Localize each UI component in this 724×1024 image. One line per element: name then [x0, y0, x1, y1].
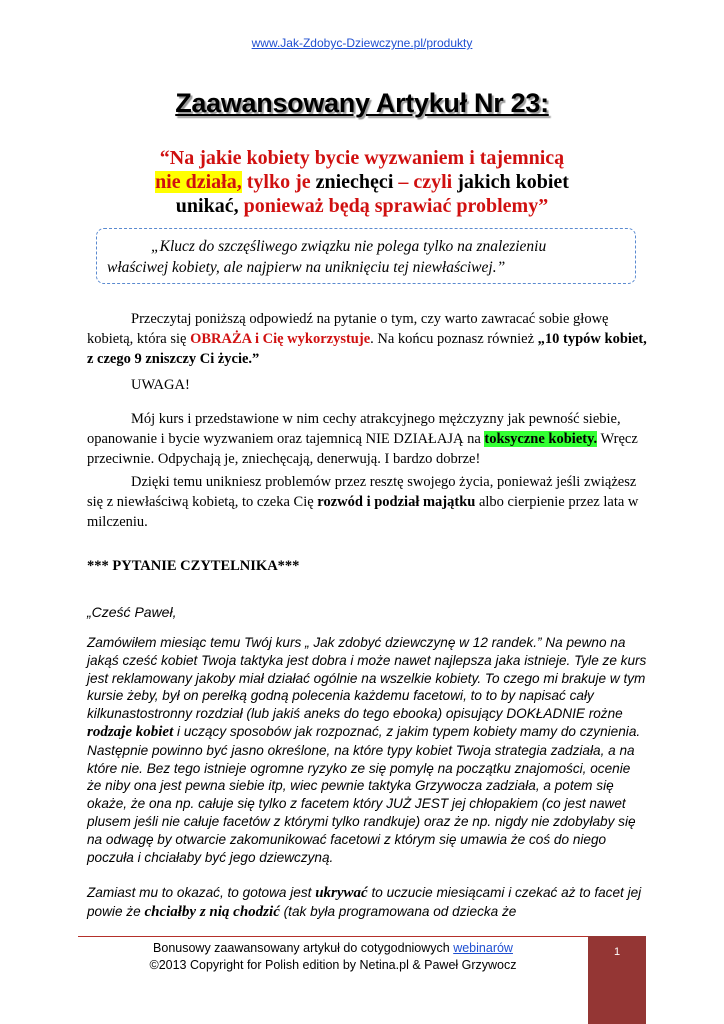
quote-box	[96, 228, 636, 284]
kurs-highlight: toksyczne kobiety.	[484, 431, 598, 447]
quote-line-1: „Klucz do szczęśliwego związku nie polega tylko na znalezieniu	[151, 238, 547, 255]
letter-greeting: „Cześć Paweł,	[87, 604, 177, 620]
kurs-text-c: Wręcz przeciwnie. Odpychają je, zniechęcają, denerwują. I bardzo dobrze!	[87, 431, 638, 467]
uwaga-text: UWAGA!	[131, 377, 190, 393]
header-link[interactable]: www.Jak-Zdobyc-Dziewczyne.pl/produkty	[251, 36, 473, 50]
intro-text-a: Przeczytaj poniższą odpowiedź na pytanie o tym, czy warto zawracać sobie głowę kobietą, która się	[87, 311, 609, 347]
intro-text-c: . Na końcu poznasz również	[370, 331, 538, 347]
zamiast-paragraph	[87, 884, 647, 922]
letter-text-a: Zamówiłem miesiąc temu Twój kurs „ Jak zdobyć dziewczynę w 12 randek.” Na pewno na jakąś cześć kobiet Twoja taktyka jest dobra i może nawet najlepsza jaka istnieje. Tyle ze kurs jest reklamowany jakoby miał działać ogólnie na wszelkie kobiety. To czego mi brakuje w tym kursie żeby, był on perełką godną polecenia każdemu facetowi, to to by napisać cały kilkunastostronny rozdział (lub jakiś aneks do tego ebooka) opisujący DOKŁADNIE rożne	[87, 635, 647, 722]
subtitle-part-4: zniechęci	[315, 171, 394, 193]
kurs-paragraph	[87, 409, 647, 469]
footer-divider	[78, 936, 646, 937]
dzieki-text-a: Dzięki temu unikniesz problemów przez resztę swojego życia, ponieważ jeśli zwiążesz się z niewłaściwą kobietą, to czeka Cię	[87, 474, 637, 510]
article-subtitle	[70, 146, 654, 218]
page-number: 1	[613, 946, 621, 958]
zamiast-text-e: (tak była programowana od dziecka że	[279, 903, 517, 919]
page-number-box	[588, 936, 646, 1024]
zamiast-bold-2: chciałby z nią chodzić	[144, 903, 280, 920]
quote-line-2: właściwej kobiety, ale najpierw na uniknięciu tej niewłaściwej.”	[107, 259, 506, 276]
letter-text-c: i uczący sposobów jak rozpoznać, z jakim typem kobiety mamy do czynienia. Następnie powinno być jasno określone, na które typy kobiet Twoja strategia zadziała, a na które nie. Bez tego istnieje ogromne ryzyko ze się pomylę na początku znajomości, ocenie że niby ona jest pewna siebie itp, wiec pewnie taktyka Grzywocza zadziała, a potem się okaże, że ona np. całuje się tylko z facetem który JUŻ JEST jej chłopakiem (co jest nawet plusem jeśli nie całuje facetów z którymi tylko randkuje) oraz że np. nigdy nie zdobyłaby się na odwagę by otwarcie zakomunikować facetowi z którym się umawia że coś do niego poczuła i chciałaby być jego dziewczyną.	[87, 723, 641, 865]
zamiast-text-c: to uczucie miesiącami i czekać aż to facet jej powie że	[87, 885, 642, 919]
pytanie-heading: *** PYTANIE CZYTELNIKA***	[87, 558, 300, 574]
article-title: Zaawansowany Artykuł Nr 23:	[175, 88, 549, 118]
intro-highlight: OBRAŻA i Cię wykorzystuje	[190, 331, 371, 347]
footer-text: Bonusowy zaawansowany artykuł do cotygodniowych	[153, 941, 454, 955]
subtitle-part-5: – czyli	[393, 171, 458, 193]
footer-webinar-link[interactable]: webinarów	[453, 941, 513, 955]
letter-bold: rodzaje kobiet	[87, 723, 174, 740]
subtitle-part-2: nie działa,	[155, 171, 242, 193]
subtitle-part-8: ponieważ będą sprawiać problemy”	[243, 195, 549, 217]
zamiast-text-a: Zamiast mu to okazać, to gotowa jest	[87, 885, 316, 900]
intro-paragraph	[87, 309, 647, 369]
subtitle-part-7: unikać,	[175, 195, 244, 217]
dzieki-bold: rozwód i podział majątku	[317, 494, 476, 510]
footer-copyright: ©2013 Copyright for Polish edition by Netina.pl & Paweł Grzywocz	[149, 958, 517, 972]
letter-body	[87, 634, 647, 866]
zamiast-bold-1: ukrywać	[315, 885, 368, 901]
intro-bold-quote: „10 typów kobiet, z czego 9 zniszczy Ci życie.”	[87, 331, 647, 367]
dzieki-text-c: albo cierpienie przez lata w milczeniu.	[87, 494, 639, 530]
subtitle-part-6: jakich kobiet	[457, 171, 569, 193]
page-footer	[78, 940, 588, 974]
dzieki-paragraph	[87, 472, 647, 532]
subtitle-part-1: “Na jakie kobiety bycie wyzwaniem i tajemnicą	[159, 147, 565, 169]
uwaga-paragraph	[87, 375, 647, 395]
subtitle-part-3: tylko je	[241, 171, 316, 193]
kurs-text-a: Mój kurs i przedstawione w nim cechy atrakcyjnego mężczyzny jak pewność siebie, opanowanie i bycie wyzwaniem oraz tajemnicą NIE DZIAŁAJĄ na	[87, 411, 621, 447]
